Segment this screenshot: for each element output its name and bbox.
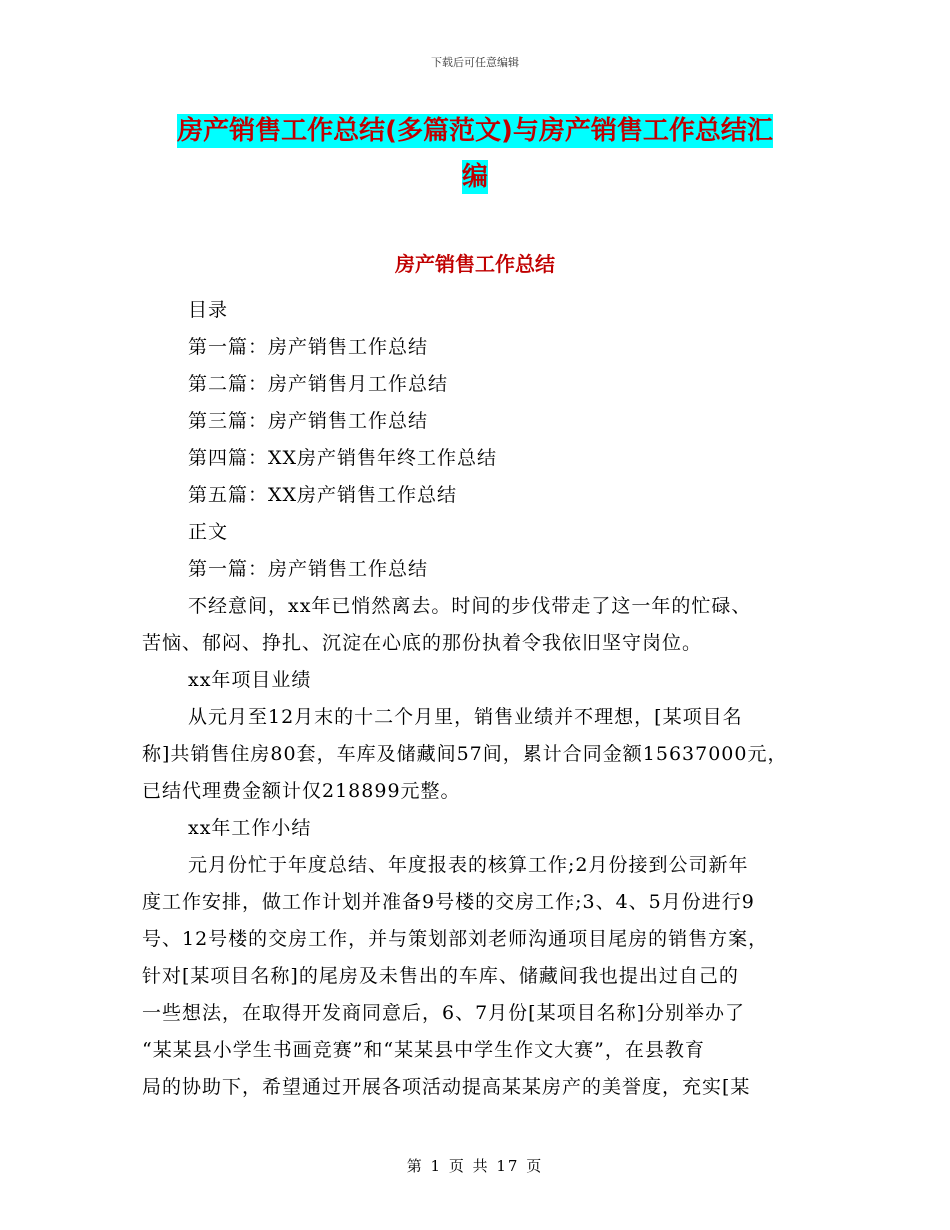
text-line: 第四篇：XX房产销售年终工作总结: [188, 447, 498, 469]
document-title: [150, 108, 800, 200]
text-line: 元月份忙于年度总结、年度报表的核算工作;2月份接到公司新年: [188, 854, 749, 876]
text-line: 不经意间，xx年已悄然离去。时间的步伐带走了这一年的忙碌、: [188, 595, 752, 617]
text-line: 第三篇：房产销售工作总结: [188, 410, 429, 432]
text-line: 已结代理费金额计仅218899元整。: [142, 780, 461, 802]
text-line: 第五篇：XX房产销售工作总结: [188, 484, 458, 506]
document-title-line-2: 编: [461, 162, 488, 192]
text-line: 苦恼、郁闷、挣扎、沉淀在心底的那份执着令我依旧坚守岗位。: [142, 632, 703, 654]
text-line: 第一篇：房产销售工作总结: [188, 558, 429, 580]
text-line: 一些想法，在取得开发商同意后，6、7月份[某项目名称]分别举办了: [142, 1002, 746, 1024]
text-line: 号、12号楼的交房工作，并与策划部刘老师沟通项目尾房的销售方案，: [142, 928, 769, 950]
text-line: 称]共销售住房80套，车库及储藏间57间，累计合同金额15637000元，: [142, 743, 788, 765]
text-line: 目录: [188, 299, 229, 321]
text-line: xx年工作小结: [188, 817, 312, 839]
page-header: 下载后可任意编辑: [431, 56, 519, 69]
page-footer: 第 1 页 共 17 页: [406, 1157, 544, 1175]
document-title-line-1: 房产销售工作总结(多篇范文)与房产销售工作总结汇: [177, 116, 773, 146]
text-line: 正文: [188, 521, 229, 543]
text-line: 第二篇：房产销售月工作总结: [188, 373, 449, 395]
text-line: xx年项目业绩: [188, 669, 312, 691]
text-line: 度工作安排，做工作计划并准备9号楼的交房工作;3、4、5月份进行9: [142, 891, 755, 913]
text-line: 针对[某项目名称]的尾房及未售出的车库、储藏间我也提出过自己的: [142, 965, 739, 987]
text-line: 从元月至12月末的十二个月里，销售业绩并不理想，[某项目名: [188, 706, 743, 728]
section-title: 房产销售工作总结: [395, 252, 555, 276]
text-line: 第一篇：房产销售工作总结: [188, 336, 429, 358]
body-text: [142, 292, 832, 1106]
text-line: “某某县小学生书画竞赛”和“某某县中学生作文大赛”，在县教育: [142, 1039, 705, 1061]
text-line: 局的协助下，希望通过开展各项活动提高某某房产的美誉度，充实[某: [142, 1076, 751, 1098]
